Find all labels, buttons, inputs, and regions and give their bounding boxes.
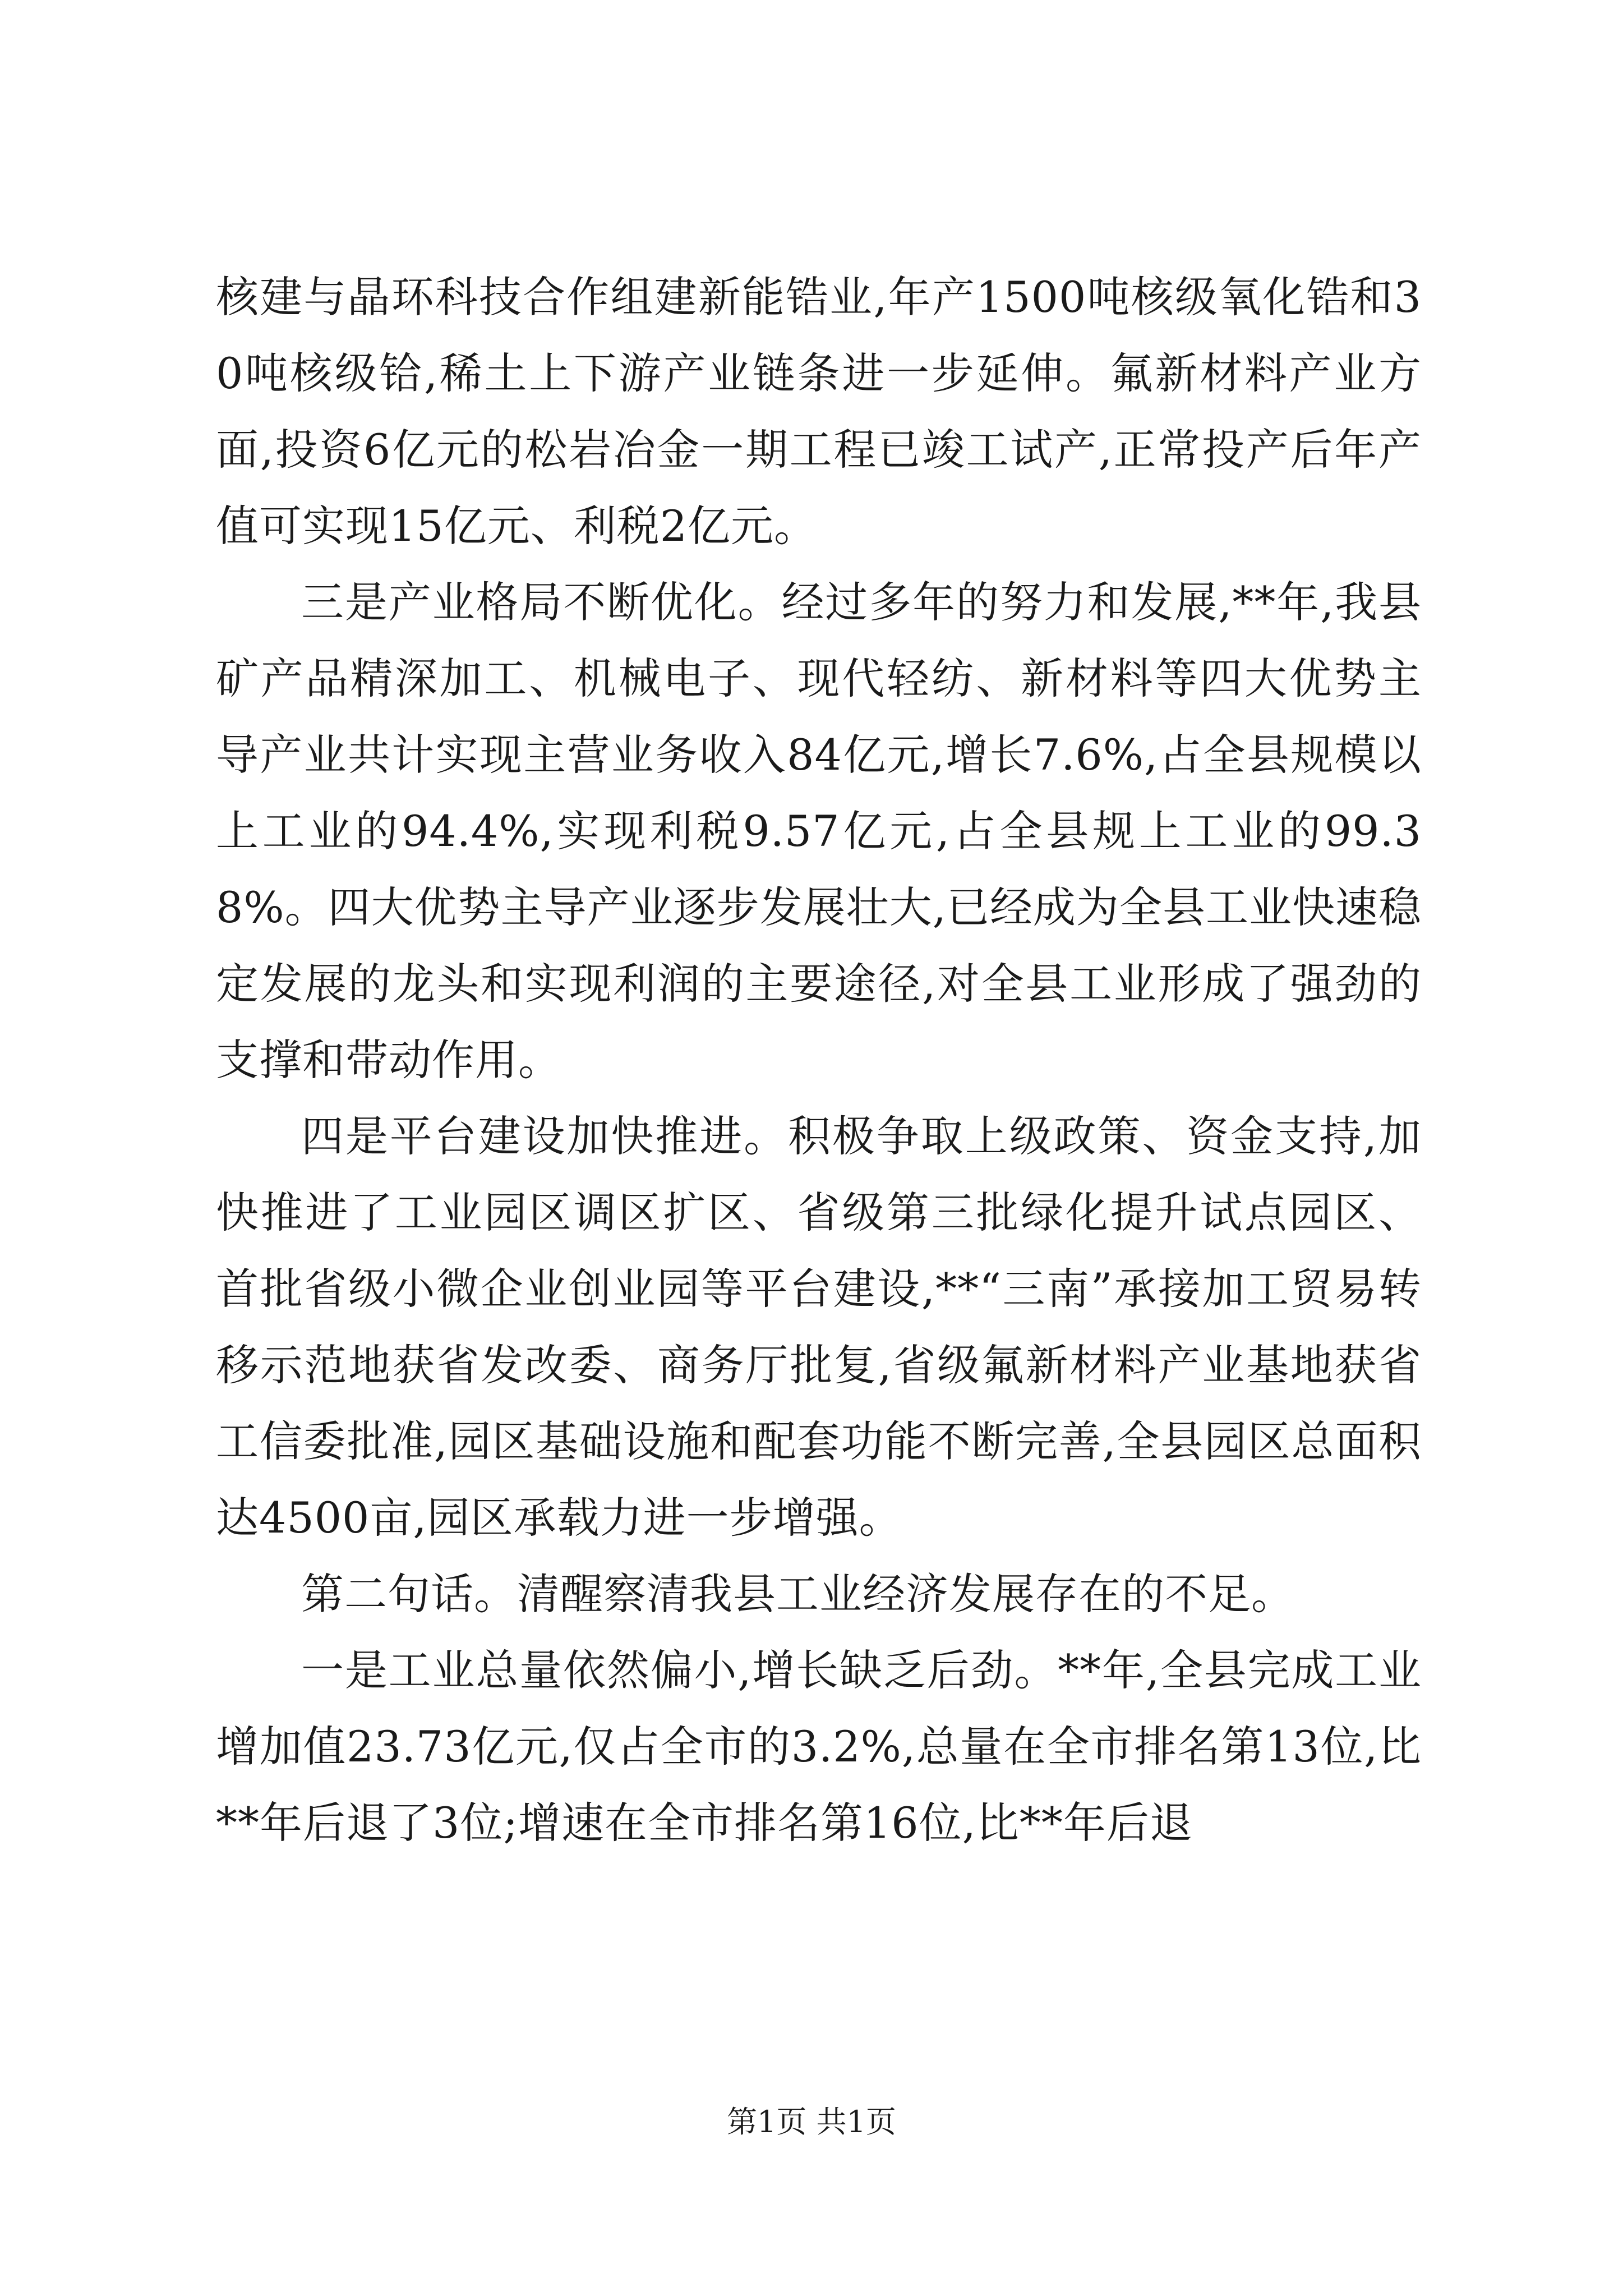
paragraph-4: 第二句话。清醒察清我县工业经济发展存在的不足。	[301, 1569, 1294, 1619]
paragraph-3: 四是平台建设加快推进。积极争取上级政策、资金支持,加快推进了工业园区调区扩区、省级第三批绿化提升试点园区、首批省级小微企业创业园等平台建设,**“三南”承接加工贸易转移示范地获省发改委、商务厅批复,省级氟新材料产业基地获省工信委批准,园区基础设施和配套功能不断完善,全县园区总面积达4500亩,园区承载力进一步增强。	[216, 1111, 1422, 1543]
paragraph-2: 三是产业格局不断优化。经过多年的努力和发展,**年,我县矿产品精深加工、机械电子、现代轻纺、新材料等四大优势主导产业共计实现主营业务收入84亿元,增长7.6%,占全县规模以上工业的94.4%,实现利税9.57亿元,占全县规上工业的99.38%。四大优势主导产业逐步发展壮大,已经成为全县工业快速稳定发展的龙头和实现利润的主要途径,对全县工业形成了强劲的支撑和带动作用。	[216, 577, 1422, 1085]
page-footer	[0, 2102, 1623, 2142]
paragraph-5: 一是工业总量依然偏小,增长缺乏后劲。**年,全县完成工业增加值23.73亿元,仅占全市的3.2%,总量在全市排名第13位,比**年后退了3位;增速在全市排名第16位,比**年后退	[216, 1645, 1422, 1848]
paragraph-1: 核建与晶环科技合作组建新能锆业,年产1500吨核级氧化锆和30吨核级铪,稀土上下游产业链条进一步延伸。氟新材料产业方面,投资6亿元的松岩冶金一期工程已竣工试产,正常投产后年产值可实现15亿元、利税2亿元。	[216, 272, 1422, 551]
document-body	[216, 259, 1422, 1861]
page-number-label: 第1页 共1页	[727, 2104, 896, 2139]
